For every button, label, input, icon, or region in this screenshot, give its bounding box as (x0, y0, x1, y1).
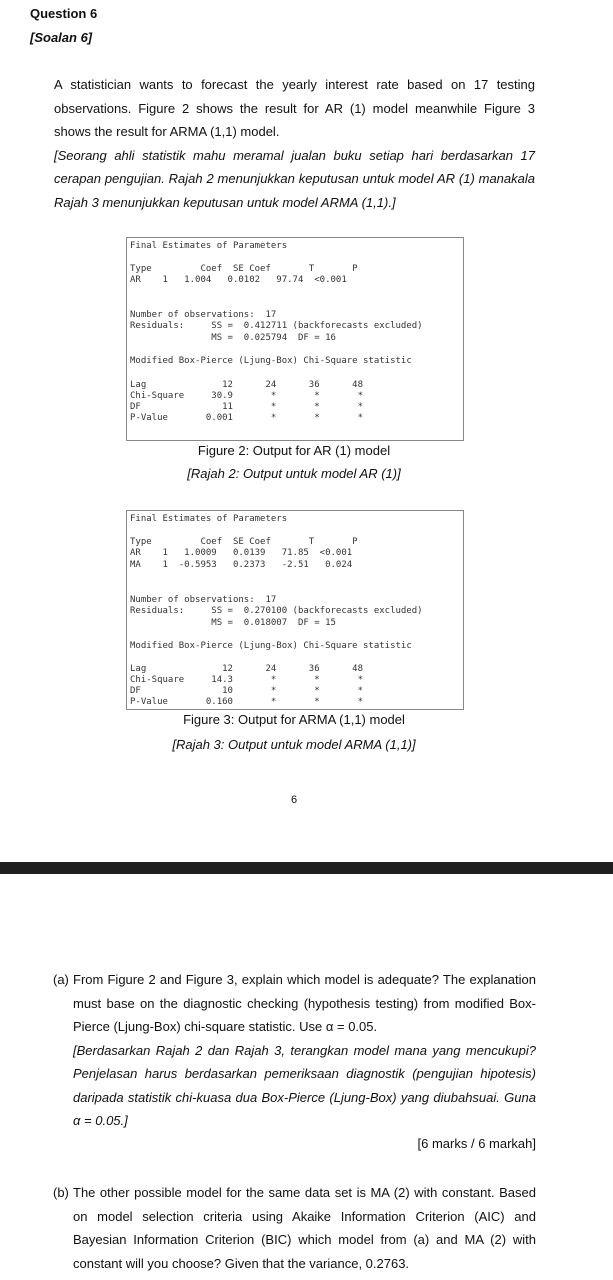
figure2-param-header: Type Coef SE Coef T P (130, 264, 358, 274)
figure3-output-box (126, 510, 464, 710)
figure2-pvalue-row: P-Value 0.001 * * * (130, 413, 363, 423)
soalan-title: [Soalan 6] (30, 30, 93, 45)
figure3-param-row-ar: AR 1 1.0009 0.0139 71.85 <0.001 (130, 548, 353, 558)
figure2-chisquare-row: Chi-Square 30.9 * * * (130, 391, 363, 401)
figure3-caption-malay: [Rajah 3: Output untuk model ARMA (1,1)] (172, 737, 416, 752)
figure2-estimates-title: Final Estimates of Parameters (130, 241, 288, 251)
figure2-observations: Number of observations: 17 (130, 310, 277, 320)
figure2-output-box (126, 237, 464, 441)
intro-malay: [Seorang ahli statistik mahu meramal jualan buku setiap hari berdasarkan 17 cerapan pengujian. Rajah 2 menunjukkan keputusan untuk model AR (1) manakala Rajah 3 menunjukkan keputusan untuk model ARMA (1,1).] (54, 147, 535, 210)
figure3-pvalue-row: P-Value 0.160 * * * (130, 697, 363, 707)
question-a-english: From Figure 2 and Figure 3, explain which model is adequate? The explanation must base on the diagnostic checking (hypothesis testing) from modified Box-Pierce (Ljung-Box) chi-square statistic. Use α = 0.05. (73, 972, 536, 1034)
question-b (53, 1181, 536, 1277)
question-b-label: (b) (53, 1185, 69, 1200)
figure3-param-row-ma: MA 1 -0.5953 0.2373 -2.51 0.024 (130, 560, 353, 570)
figure2-residuals-ss: Residuals: SS = 0.412711 (backforecasts excluded) (130, 321, 423, 331)
figure2-residuals-ms: MS = 0.025794 DF = 16 (130, 333, 336, 343)
figure2-lag-row: Lag 12 24 36 48 (130, 380, 363, 390)
figure3-observations: Number of observations: 17 (130, 595, 277, 605)
intro-english: A statistician wants to forecast the yearly interest rate based on 17 testing observations. Figure 2 shows the result for AR (1) model meanwhile Figure 3 shows the result for ARMA (1,1) model. (54, 77, 535, 139)
page-number: 6 (290, 794, 298, 806)
figure3-chisquare-row: Chi-Square 14.3 * * * (130, 675, 363, 685)
page-divider (0, 862, 613, 874)
question-a (53, 968, 536, 1138)
figure3-lag-row: Lag 12 24 36 48 (130, 664, 363, 674)
figure3-estimates-title: Final Estimates of Parameters (130, 514, 288, 524)
intro-paragraph (54, 73, 535, 214)
question-a-malay: [Berdasarkan Rajah 2 dan Rajah 3, terangkan model mana yang mencukupi? Penjelasan harus berdasarkan pemeriksaan diagnostik (pengujian hipotesis) daripada statistik chi-kuasa dua Box-Pierce (Ljung-Box) yang diubahsuai. Guna α = 0.05.] (73, 1042, 536, 1128)
figure3-df-row: DF 10 * * * (130, 686, 363, 696)
figure2-caption: Figure 2: Output for AR (1) model (197, 443, 391, 458)
figure2-boxpierce-title: Modified Box-Pierce (Ljung-Box) Chi-Square statistic (130, 356, 412, 366)
figure2-caption-malay: [Rajah 2: Output untuk model AR (1)] (187, 466, 401, 481)
figure3-residuals-ss: Residuals: SS = 0.270100 (backforecasts excluded) (130, 606, 423, 616)
question-b-english: The other possible model for the same data set is MA (2) with constant. Based on model selection criteria using Akaike Information Criterion (AIC) and Bayesian Information Criterion (BIC) which model from (a) and MA (2) with constant will you choose? Given that the variance, 0.2763. (73, 1185, 536, 1271)
figure2-df-row: DF 11 * * * (130, 402, 363, 412)
question-a-label: (a) (53, 972, 69, 987)
figure2-param-row-ar: AR 1 1.004 0.0102 97.74 <0.001 (130, 275, 347, 285)
question-a-marks: [6 marks / 6 markah] (417, 1136, 536, 1151)
question-title: Question 6 (30, 6, 98, 21)
figure3-param-header: Type Coef SE Coef T P (130, 537, 358, 547)
figure3-caption: Figure 3: Output for ARMA (1,1) model (183, 712, 405, 727)
figure3-boxpierce-title: Modified Box-Pierce (Ljung-Box) Chi-Square statistic (130, 641, 412, 651)
figure3-residuals-ms: MS = 0.018007 DF = 15 (130, 618, 336, 628)
